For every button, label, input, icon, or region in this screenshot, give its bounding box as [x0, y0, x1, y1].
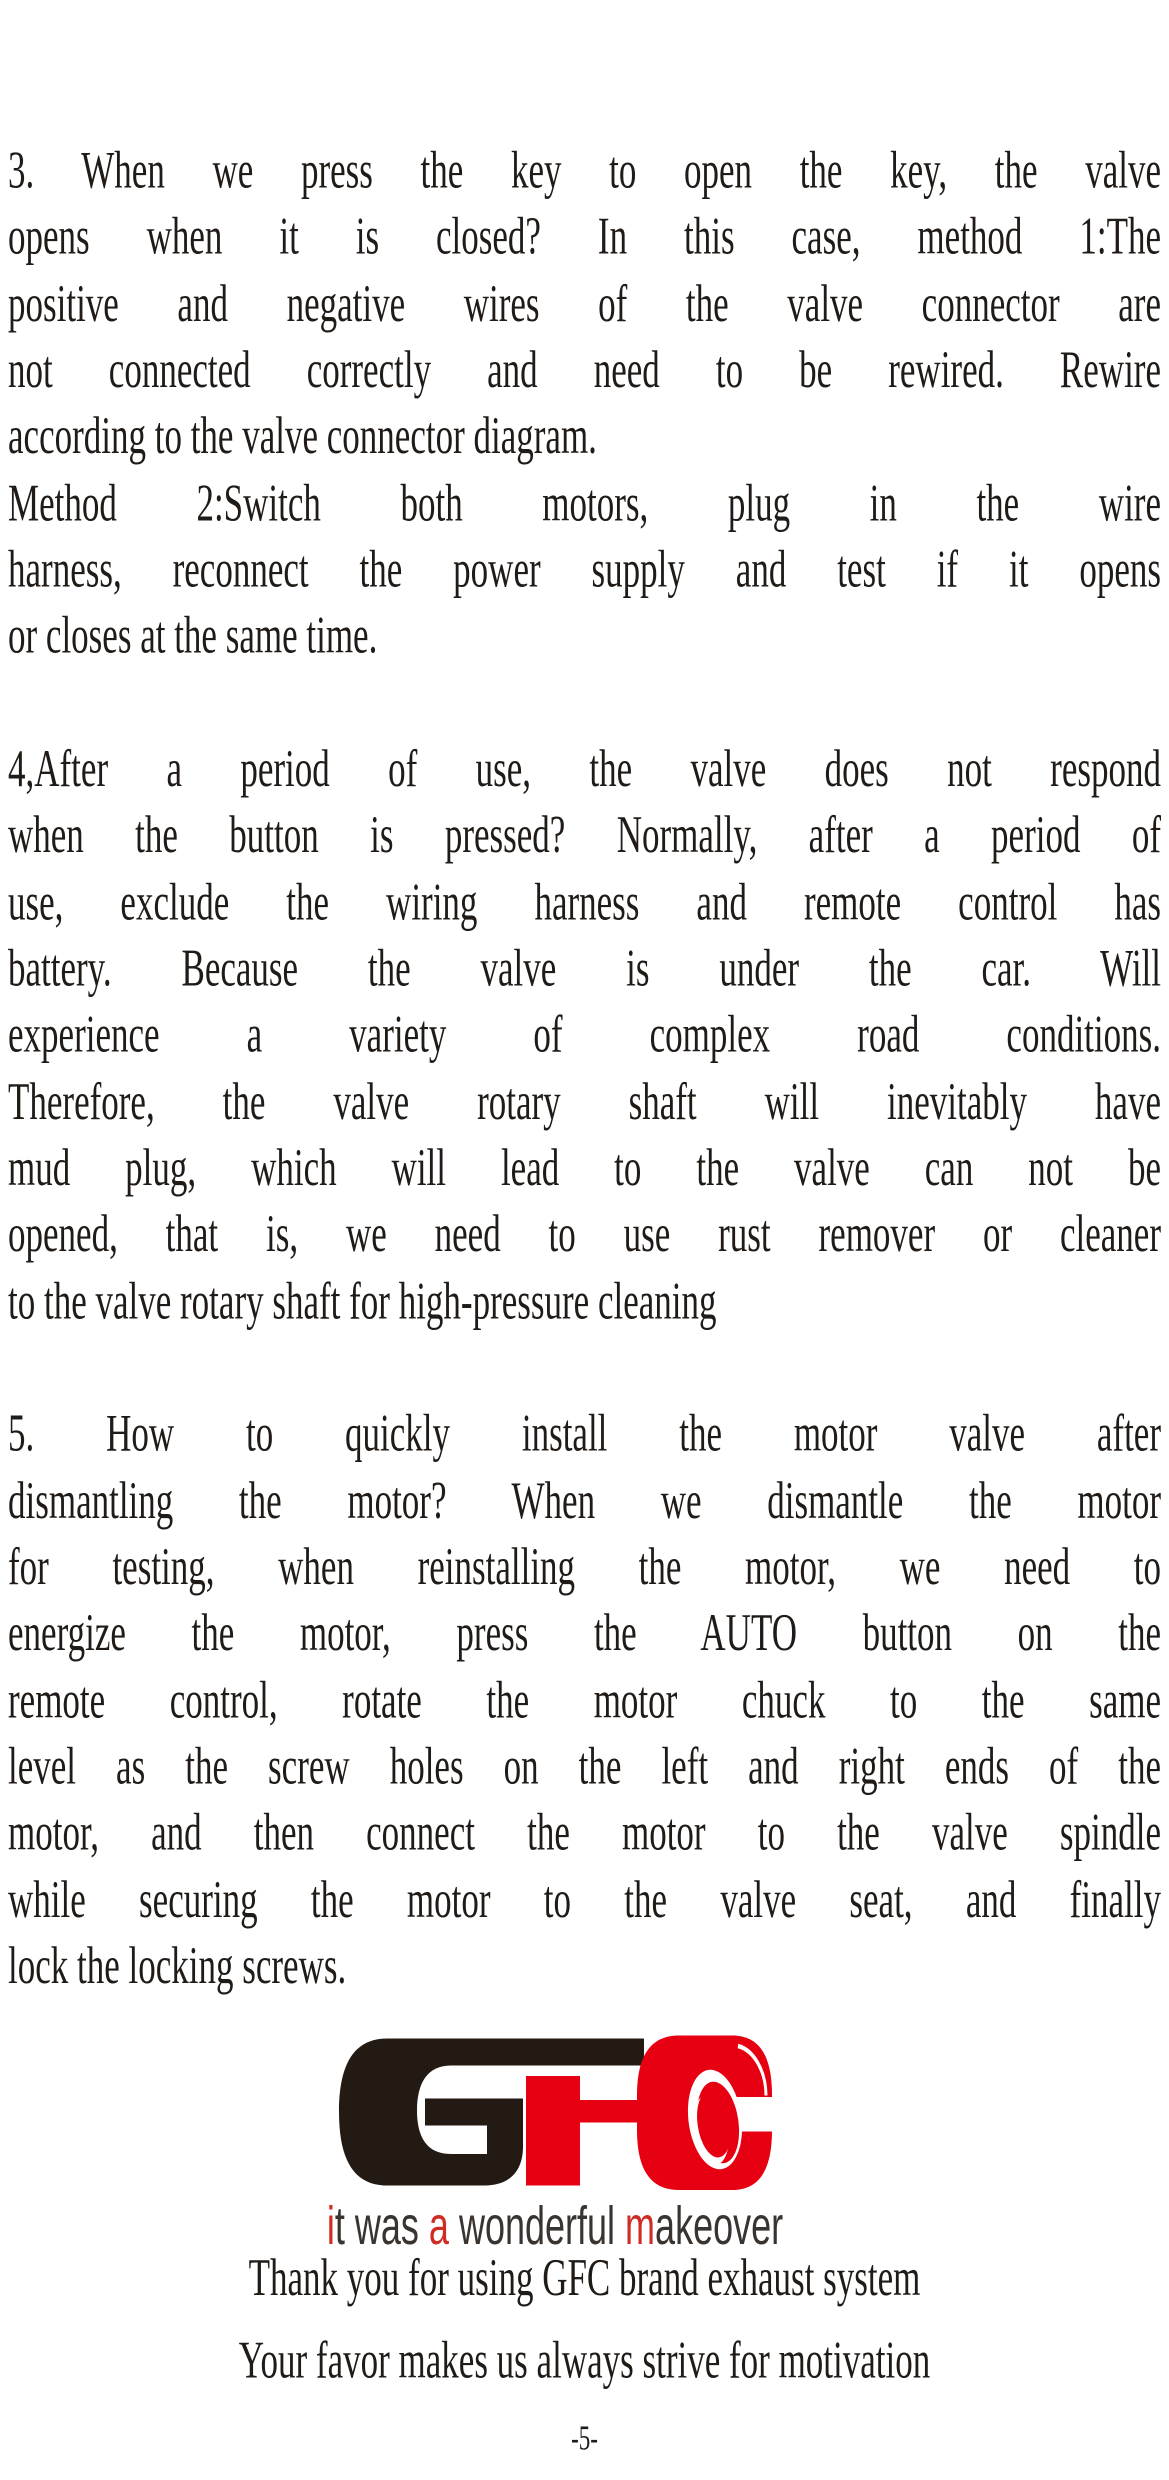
- text-line: mud plug, which will lead to the valve can not be: [8, 1138, 1161, 1197]
- faq-body-text: [8, 138, 1161, 2000]
- text-line: Method 2:Switch both motors, plug in the wire: [8, 473, 1161, 532]
- tagline-text: akeover: [655, 2194, 784, 2256]
- text-line: energize the motor, press the AUTO button on the: [8, 1603, 1161, 1663]
- text-line: not connected correctly and need to be rewired. Rewire: [8, 340, 1161, 399]
- text-line: according to the valve connector diagram.: [8, 406, 597, 466]
- text-line: Therefore, the valve rotary shaft will inevitably have: [8, 1071, 1161, 1131]
- page-footer: [8, 2246, 1161, 2461]
- motto-line: Your favor makes us always strive for motivation: [238, 2331, 931, 2390]
- text-line: harness, reconnect the power supply and test if it opens: [8, 539, 1161, 599]
- paragraph: [8, 470, 1161, 669]
- text-line: battery. Because the valve is under the car. Will: [8, 938, 1161, 998]
- page-number: -5-: [571, 2418, 598, 2457]
- text-line: level as the screw holes on the left and right ends of the: [8, 1736, 1161, 1796]
- text-line: motor, and then connect the motor to the valve spindle: [8, 1803, 1161, 1862]
- logo-letter-c: [637, 2036, 773, 2191]
- text-line: use, exclude the wiring harness and remote control has: [8, 872, 1161, 931]
- logo-block: [295, 2036, 815, 2260]
- paragraph: [8, 138, 1161, 470]
- text-line: lock the locking screws.: [8, 1936, 347, 1995]
- text-line: when the button is pressed? Normally, after a period of: [8, 805, 1161, 865]
- text-line: positive and negative wires of the valve connector are: [8, 273, 1161, 333]
- paragraph: [8, 1401, 1161, 1999]
- text-line: for testing, when reinstalling the motor, we need to: [8, 1537, 1161, 1596]
- text-line: 4,After a period of use, the valve does not respond: [8, 739, 1161, 798]
- tagline-text: wonderful: [448, 2194, 626, 2256]
- tagline-accent-letter: a: [428, 2194, 449, 2256]
- text-line: to the valve rotary shaft for high-pressure cleaning: [8, 1271, 717, 1330]
- text-line: opened, that is, we need to use rust remover or cleaner: [8, 1204, 1161, 1264]
- logo-letter-f: [526, 2076, 639, 2186]
- text-line: or closes at the same time.: [8, 606, 378, 665]
- thanks-line: Thank you for using GFC brand exhaust system: [248, 2248, 921, 2307]
- text-line: remote control, rotate the motor chuck to the same: [8, 1670, 1161, 1729]
- gfc-logo: [337, 2036, 773, 2191]
- tagline-text: t was: [334, 2194, 429, 2256]
- text-line: opens when it is closed? In this case, method 1:The: [8, 207, 1161, 266]
- paragraph: [8, 736, 1161, 1334]
- tagline-accent-letter: m: [625, 2194, 656, 2256]
- text-line: 3. When we press the key to open the key, the valve: [8, 141, 1161, 200]
- text-line: dismantling the motor? When we dismantle the motor: [8, 1470, 1161, 1530]
- text-line: 5. How to quickly install the motor valve after: [8, 1404, 1161, 1463]
- text-line: while securing the motor to the valve seat, and finally: [8, 1869, 1161, 1929]
- text-line: experience a variety of complex road conditions.: [8, 1005, 1161, 1064]
- tagline-accent-letter: i: [326, 2194, 335, 2256]
